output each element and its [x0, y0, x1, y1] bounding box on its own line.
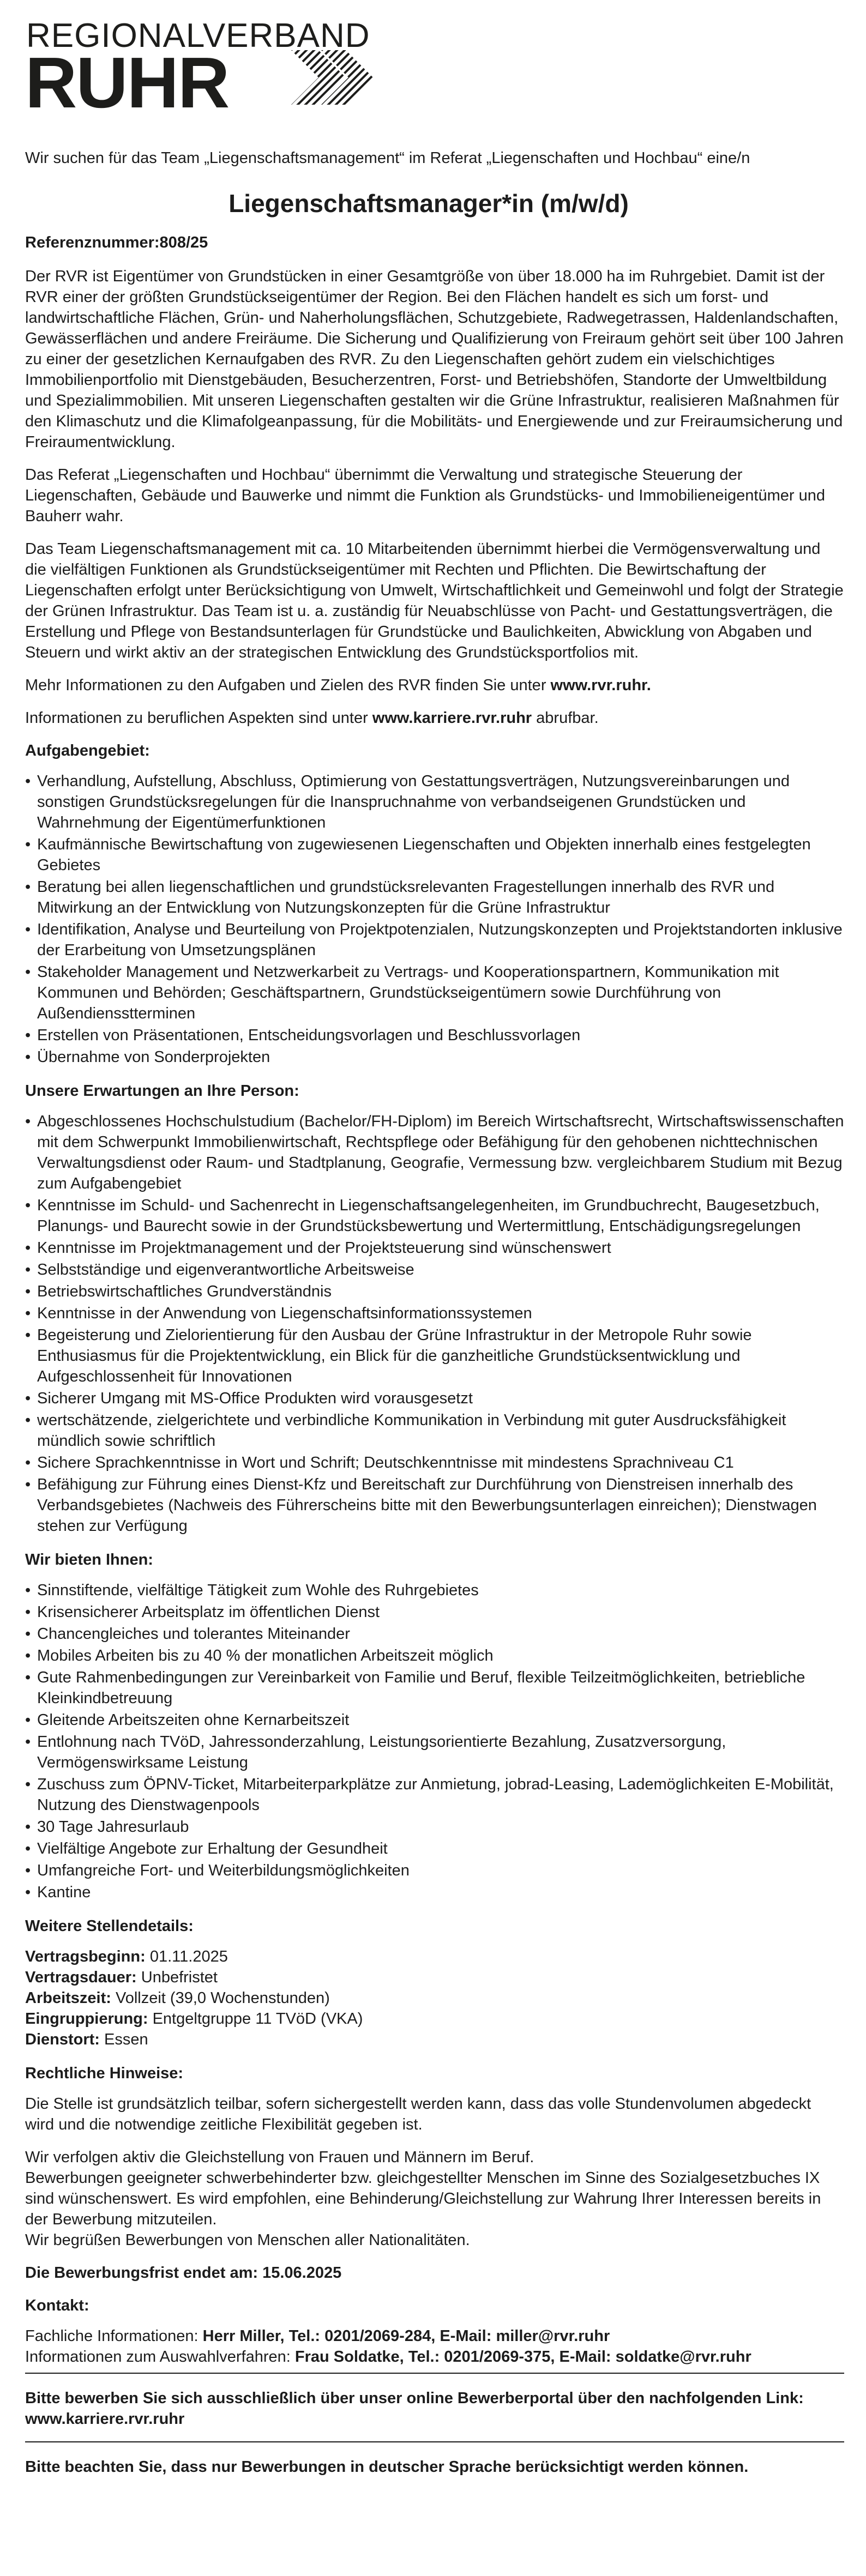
detail-label: Vertragsdauer:	[25, 1969, 137, 1986]
paragraph-team: Das Team Liegenschaftsmanagement mit ca. 10 Mitarbeitenden übernimmt hierbei die Vermögensverwaltung und die vielfältigen Funktionen als Grundstückseigentümer mit Rechten und Pflichten. Die Bewirtschaftung der Liegenschaften erfolgt unter Berücksichtigung von Umwelt, Wirtschaftlichkeit und Gemeinwohl und folgt der Strategie der Grünen Infrastruktur. Das Team ist u. a. zuständig für Neuabschlüsse von Pacht- und Gestattungsverträgen, die Erstellung und Pflege von Bestandsunterlagen für Grundstücke und Baulichkeiten, Abwicklung von Abgaben und Steuern und wirkt aktiv an der strategischen Entwicklung des Grundstücksportfolios mit.	[25, 540, 844, 661]
offers-heading: Wir bieten Ihnen:	[25, 1551, 153, 1568]
list-item: • Verhandlung, Aufstellung, Abschluss, Optimierung von Gestattungsverträgen, Nutzungsvereinbarungen und sonstigen Grundstücksregelungen für die Inanspruchnahme von verbandseigenen Grundstücken und Wahrnehmung der Eigentümerfunktionen	[25, 771, 844, 833]
contact-label: Fachliche Informationen:	[25, 2327, 203, 2345]
list-item: • Übernahme von Sonderprojekten	[25, 1047, 844, 1067]
list-item: • Kenntnisse im Projektmanagement und der Projektsteuerung sind wünschenswert	[25, 1238, 844, 1258]
detail-value: Vollzeit (39,0 Wochenstunden)	[111, 1989, 330, 2007]
content	[25, 232, 844, 2477]
more-info-line	[25, 675, 844, 696]
detail-label: Arbeitszeit:	[25, 1989, 111, 2007]
career-info-text: Informationen zu beruflichen Aspekten sind unter	[25, 709, 372, 727]
detail-label: Dienstort:	[25, 2031, 100, 2048]
divider	[25, 2373, 844, 2374]
legal-heading: Rechtliche Hinweise:	[25, 2065, 184, 2082]
list-item: • Gute Rahmenbedingungen zur Vereinbarkeit von Familie und Beruf, flexible Teilzeitmöglichkeiten, betriebliche Kleinkindbetreuung	[25, 1667, 844, 1709]
paragraph-rvr: Der RVR ist Eigentümer von Grundstücken in einer Gesamtgröße von über 18.000 ha im Ruhrgebiet. Damit ist der RVR einer der größten Grundstückseigentümer der Region. Bei den Flächen handelt es sich um forst- und landwirtschaftliche Flächen, Grün- und Naherholungsflächen, Schutzgebiete, Radwegetrassen, Haldenlandschaften, Gewässerflächen und andere Freiräume. Die Sicherung und Qualifizierung von Freiraum gehört seit über 100 Jahren zu einer der gesetzlichen Kernaufgaben des RVR. Zu den Liegenschaften gehört zudem ein vielschichtiges Immobilienportfolio mit Dienstgebäuden, Besucherzentren, Forst- und Betriebshöfen, Standorte der Umweltbildung und Spezialimmobilien. Mit unseren Liegenschaften gestalten wir die Grüne Infrastruktur, realisieren Maßnahmen für den Klimaschutz und die Klimafolgeanpassung, für die Mobilitäts- und Energiewende und zur Freiraumsicherung und Freiraumentwicklung.	[25, 268, 844, 451]
list-item: • Entlohnung nach TVöD, Jahressonderzahlung, Leistungsorientierte Bezahlung, Zusatzversorgung, Vermögenswirksame Leistung	[25, 1732, 844, 1773]
contact-value: Herr Miller, Tel.: 0201/2069-284, E-Mail: miller@rvr.ruhr	[202, 2327, 610, 2345]
list-item: • Betriebswirtschaftliches Grundverständnis	[25, 1281, 844, 1302]
legal-nationalities: Wir begrüßen Bewerbungen von Menschen aller Nationalitäten.	[25, 2231, 470, 2249]
detail-label: Eingruppierung:	[25, 2010, 148, 2028]
details-heading: Weitere Stellendetails:	[25, 1917, 194, 1935]
list-item: • Sicherer Umgang mit MS-Office Produkten wird vorausgesetzt	[25, 1388, 844, 1409]
list-item: • Befähigung zur Führung eines Dienst-Kfz und Bereitschaft zur Durchführung von Dienstreisen innerhalb des Verbandsgebietes (Nachweis des Führerscheins bitte mit den Bewerbungsunterlagen einreichen); Dienstwagen stehen zur Verfügung	[25, 1474, 844, 1536]
list-item: • 30 Tage Jahresurlaub	[25, 1817, 844, 1837]
list-item: • Erstellen von Präsentationen, Entscheidungsvorlagen und Beschlussvorlagen	[25, 1025, 844, 1046]
detail-value: Essen	[99, 2031, 148, 2048]
offers-list	[25, 1580, 844, 1903]
career-website-link[interactable]: www.karriere.rvr.ruhr	[372, 709, 532, 727]
contact-block	[25, 2326, 844, 2367]
list-item: • Sinnstiftende, vielfältige Tätigkeit zum Wohle des Ruhrgebietes	[25, 1580, 844, 1601]
rvr-stripes-logo-icon	[291, 50, 373, 105]
detail-label: Vertragsbeginn:	[25, 1948, 146, 1965]
list-item: • Kaufmännische Bewirtschaftung von zugewiesenen Liegenschaften und Objekten innerhalb eines festgelegten Gebietes	[25, 834, 844, 876]
tasks-heading: Aufgabengebiet:	[25, 742, 150, 759]
contact-label: Informationen zum Auswahlverfahren:	[25, 2348, 295, 2366]
tasks-list	[25, 771, 844, 1067]
detail-working-time	[25, 1988, 844, 2008]
expectations-heading: Unsere Erwartungen an Ihre Person:	[25, 1082, 299, 1100]
job-title: Liegenschaftsmanager*in (m/w/d)	[228, 189, 629, 218]
more-info-text: Mehr Informationen zu den Aufgaben und Zielen des RVR finden Sie unter	[25, 677, 551, 694]
list-item: • wertschätzende, zielgerichtete und verbindliche Kommunikation in Verbindung mit guter Ausdrucksfähigkeit mündlich sowie schriftlich	[25, 1410, 844, 1451]
list-item: • Mobiles Arbeiten bis zu 40 % der monatlichen Arbeitszeit möglich	[25, 1645, 844, 1666]
details-list	[25, 1946, 844, 2050]
detail-value: Entgeltgruppe 11 TVöD (VKA)	[148, 2010, 363, 2028]
divider	[25, 2441, 844, 2442]
list-item: • Kenntnisse im Schuld- und Sachenrecht in Liegenschaftsangelegenheiten, im Grundbuchrecht, Baugesetzbuch, Planungs- und Baurecht sowie in der Grundstücksbewertung und Wertermittlung, Entschädigungsregelungen	[25, 1195, 844, 1236]
contact-technical	[25, 2326, 844, 2346]
logo-main-text: RUHR	[25, 43, 229, 123]
list-item: • Identifikation, Analyse und Beurteilung von Projektpotenzialen, Nutzungskonzepten und Projektstandorten inklusive der Erarbeitung von Umsetzungsplänen	[25, 919, 844, 961]
contact-heading: Kontakt:	[25, 2297, 89, 2314]
career-info-line	[25, 708, 844, 728]
application-deadline: Die Bewerbungsfrist endet am: 15.06.2025	[25, 2264, 342, 2282]
career-info-suffix: abrufbar.	[532, 709, 599, 727]
list-item: • Zuschuss zum ÖPNV-Ticket, Mitarbeiterparkplätze zur Anmietung, jobrad-Leasing, Lademöglichkeiten E-Mobilität, Nutzung des Dienstwagenpools	[25, 1774, 844, 1815]
contact-value: Frau Soldatke, Tel.: 0201/2069-375, E-Mail: soldatke@rvr.ruhr	[294, 2348, 751, 2366]
list-item: • Kantine	[25, 1882, 844, 1903]
intro-text: Wir suchen für das Team „Liegenschaftsmanagement“ im Referat „Liegenschaften und Hochbau“ eine/n	[25, 149, 750, 167]
logo-top-text: REGIONALVERBAND	[26, 17, 370, 55]
list-item: • Chancengleiches und tolerantes Miteinander	[25, 1624, 844, 1644]
list-item: • Vielfältige Angebote zur Erhaltung der Gesundheit	[25, 1838, 844, 1859]
list-item: • Kenntnisse in der Anwendung von Liegenschaftsinformationssystemen	[25, 1303, 844, 1324]
list-item: • Sichere Sprachkenntnisse in Wort und Schrift; Deutschkenntnisse mit mindestens Sprachniveau C1	[25, 1452, 844, 1473]
list-item: • Umfangreiche Fort- und Weiterbildungsmöglichkeiten	[25, 1860, 844, 1881]
paragraph-referat: Das Referat „Liegenschaften und Hochbau“ übernimmt die Verwaltung und strategische Steuerung der Liegenschaften, Gebäude und Bauwerke und nimmt die Funktion als Grundstücks- und Immobilieneigentümer und Bauherr wahr.	[25, 466, 825, 525]
legal-equality: Wir verfolgen aktiv die Gleichstellung von Frauen und Männern im Beruf.	[25, 2149, 534, 2166]
detail-value: Unbefristet	[136, 1969, 218, 1986]
rvr-website-link[interactable]: www.rvr.ruhr.	[550, 677, 651, 694]
legal-disability: Bewerbungen geeigneter schwerbehinderter bzw. gleichgestellter Menschen im Sinne des Sozialgesetzbuches IX sind wünschenswert. Es wird empfohlen, eine Behinderung/Gleichstellung zur Wahrung Ihrer Interessen bereits in der Bewerbung mitzuteilen.	[25, 2169, 821, 2228]
list-item: • Gleitende Arbeitszeiten ohne Kernarbeitszeit	[25, 1710, 844, 1730]
detail-location	[25, 2029, 844, 2050]
list-item: • Selbstständige und eigenverantwortliche Arbeitsweise	[25, 1259, 844, 1280]
reference-number: Referenznummer:808/25	[25, 234, 208, 251]
list-item: • Beratung bei allen liegenschaftlichen und grundstücksrelevanten Fragestellungen innerhalb des RVR und Mitwirkung an der Entwicklung von Nutzungskonzepten für die Grüne Infrastruktur	[25, 877, 844, 918]
language-note: Bitte beachten Sie, dass nur Bewerbungen in deutscher Sprache berücksichtigt werden können.	[25, 2458, 749, 2476]
list-item: • Stakeholder Management und Netzwerkarbeit zu Vertrags- und Kooperationspartnern, Kommunikation mit Kommunen und Behörden; Geschäftspartnern, Grundstückseigentümern sowie Durchführung von Außendiensstterminen	[25, 962, 844, 1024]
expectations-list	[25, 1111, 844, 1536]
list-item: • Krisensicherer Arbeitsplatz im öffentlichen Dienst	[25, 1602, 844, 1622]
list-item: • Abgeschlossenes Hochschulstudium (Bachelor/FH-Diplom) im Bereich Wirtschaftsrecht, Wirtschaftswissenschaften mit dem Schwerpunkt Immobilienwirtschaft, Rechtspflege oder Befähigung für den gehobenen nichttechnischen Verwaltungsdienst oder Raum- und Stadtplanung, Geografie, Vermessung bzw. vergleichbarem Studium mit Bezug zum Aufgabengebiet	[25, 1111, 844, 1194]
detail-value: 01.11.2025	[145, 1948, 228, 1965]
contact-selection	[25, 2346, 844, 2367]
rvr-logo	[13, 0, 844, 123]
detail-contract-duration	[25, 1967, 844, 1988]
detail-pay-grade	[25, 2008, 844, 2029]
legal-part-time: Die Stelle ist grundsätzlich teilbar, sofern sichergestellt werden kann, dass das volle Stundenvolumen abgedeckt wird und die notwendige zeitliche Flexibilität gegeben ist.	[25, 2095, 811, 2133]
list-item: • Begeisterung und Zielorientierung für den Ausbau der Grüne Infrastruktur in der Metropole Ruhr sowie Enthusiasmus für die Projektentwicklung, ein Blick für die ganzheitliche Grundstücksentwicklung und Aufgeschlossenheit für Innovationen	[25, 1325, 844, 1387]
detail-contract-start	[25, 1946, 844, 1967]
apply-note[interactable]: Bitte bewerben Sie sich ausschließlich über unser online Bewerberportal über den nachfolgenden Link: www.karriere.rvr.ruhr	[25, 2390, 804, 2428]
